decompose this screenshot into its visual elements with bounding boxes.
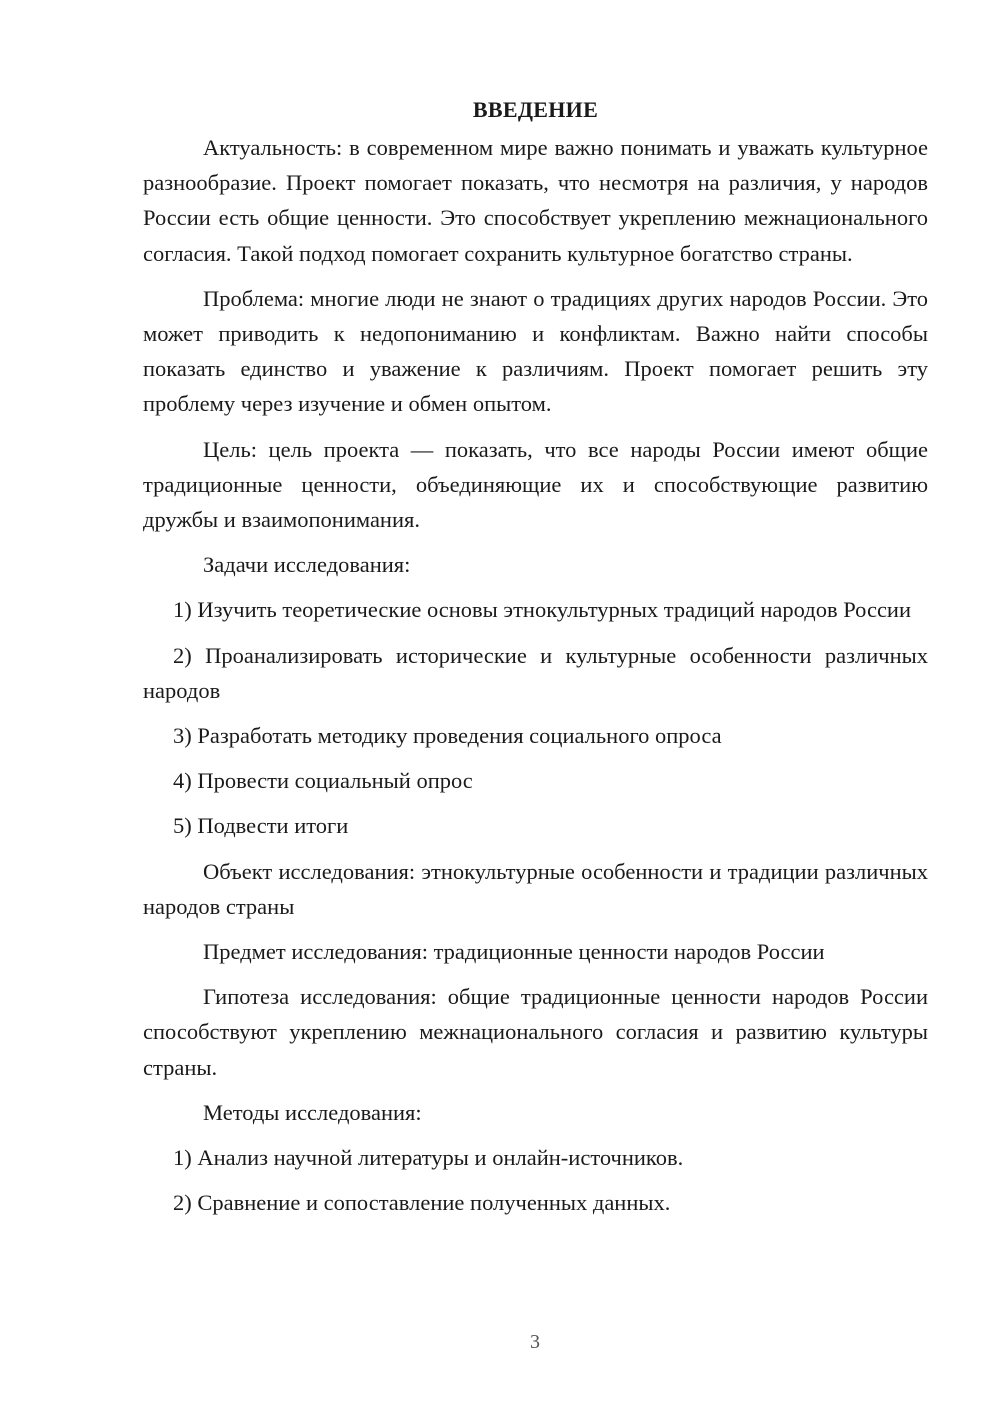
page-number: 3: [530, 1331, 540, 1353]
goal-paragraph: Цель: цель проекта — показать, что все народы России имеют общие традиционные ценности, объединяющие их и способствующие развитию дружбы и взаимопонимания.: [143, 436, 928, 533]
problem-paragraph: Проблема: многие люди не знают о традициях других народов России. Это может приводить к недопониманию и конфликтам. Важно найти способы показать единство и уважение к различиям. Проект помогает решить эту проблему через изучение и обмен опытом.: [143, 285, 928, 417]
task-item-1: 1) Изучить теоретические основы этнокультурных традиций народов России: [173, 597, 912, 623]
task-item-4: 4) Провести социальный опрос: [173, 768, 473, 794]
relevance-paragraph: Актуальность: в современном мире важно понимать и уважать культурное разнообразие. Проект помогает показать, что несмотря на различия, у народов России есть общие ценности. Это способствует укреплению межнационального согласия. Такой подход помогает сохранить культурное богатство страны.: [143, 135, 928, 266]
subject-paragraph: Предмет исследования: традиционные ценности народов России: [203, 939, 825, 965]
method-item-2: 2) Сравнение и сопоставление полученных данных.: [173, 1190, 671, 1216]
page-content: [143, 92, 928, 1230]
task-item-2: 2) Проанализировать исторические и культурные особенности различных народов: [143, 642, 928, 703]
hypothesis-paragraph: Гипотеза исследования: общие традиционные ценности народов России способствуют укреплению межнационального согласия и развитию культуры страны.: [143, 984, 928, 1080]
section-title: ВВЕДЕНИЕ: [472, 97, 599, 122]
methods-heading: Методы исследования:: [203, 1099, 422, 1125]
tasks-heading: Задачи исследования:: [203, 552, 411, 578]
object-paragraph: Объект исследования: этнокультурные особенности и традиции различных народов страны: [143, 858, 928, 919]
method-item-1: 1) Анализ научной литературы и онлайн-источников.: [173, 1145, 684, 1171]
task-item-5: 5) Подвести итоги: [173, 813, 349, 839]
task-item-3: 3) Разработать методику проведения социального опроса: [173, 723, 722, 749]
